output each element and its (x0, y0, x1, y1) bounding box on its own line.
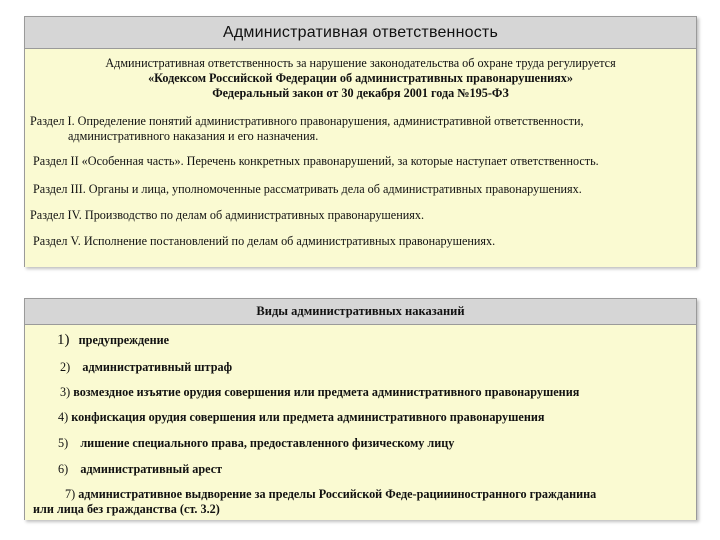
item-text: конфискация орудия совершения или предмета административного правонарушения (71, 410, 545, 424)
section-4: Раздел IV. Производство по делам об административных правонарушениях. (30, 208, 425, 222)
item-number: 2) (60, 360, 71, 374)
intro-block (25, 49, 696, 101)
penalty-item (57, 333, 169, 348)
item-text: административный арест (80, 462, 223, 476)
penalty-item (58, 436, 454, 451)
item-text: административное выдворение за пределы Российской Феде-рациииностранного гражданина (78, 487, 597, 501)
item-text: возмездное изъятие орудия совершения или предмета административного правонарушения (73, 385, 580, 399)
item-text-line2: или лица без гражданства (ст. 3.2) (33, 502, 220, 516)
section-1 (30, 114, 584, 144)
law-reference: Федеральный закон от 30 декабря 2001 года №195-ФЗ (212, 86, 509, 100)
section-2: Раздел II «Особенная часть». Перечень конкретных правонарушений, за которые наступает ответственность. (33, 154, 599, 168)
item-text: предупреждение (78, 333, 170, 347)
penalty-item (60, 360, 232, 375)
panel-body (25, 49, 696, 267)
panel-body (25, 325, 696, 520)
section-1-line1: Раздел I. Определение понятий административного правонарушения, административной ответственности, (30, 114, 584, 128)
section-5: Раздел V. Исполнение постановлений по делам об административных правонарушениях. (33, 234, 496, 248)
section-1-line2: административного наказания и его назначения. (68, 129, 319, 143)
item-number: 4) (58, 410, 69, 424)
section-3: Раздел III. Органы и лица, уполномоченные рассматривать дела об административных правонарушениях. (33, 182, 582, 196)
item-text: административный штраф (82, 360, 232, 374)
item-number: 3) (60, 385, 71, 399)
item-number: 5) (58, 436, 69, 450)
item-number: 6) (58, 462, 69, 476)
penalty-item (33, 487, 596, 517)
code-title: «Кодексом Российской Федерации об административных правонарушениях» (148, 71, 573, 85)
panel-title: Административная ответственность (25, 17, 696, 49)
panel-title: Виды административных наказаний (25, 299, 696, 325)
penalty-item (58, 462, 222, 477)
penalties-panel (24, 298, 697, 520)
item-number: 7) (65, 487, 76, 501)
intro-line: Административная ответственность за нарушение законодательства об охране труда регулируется (105, 56, 616, 70)
item-number: 1) (57, 332, 70, 348)
responsibility-panel (24, 16, 697, 267)
item-text: лишение специального права, предоставленного физическому лицу (80, 436, 455, 450)
penalty-item (58, 410, 544, 425)
penalty-item (60, 385, 579, 400)
